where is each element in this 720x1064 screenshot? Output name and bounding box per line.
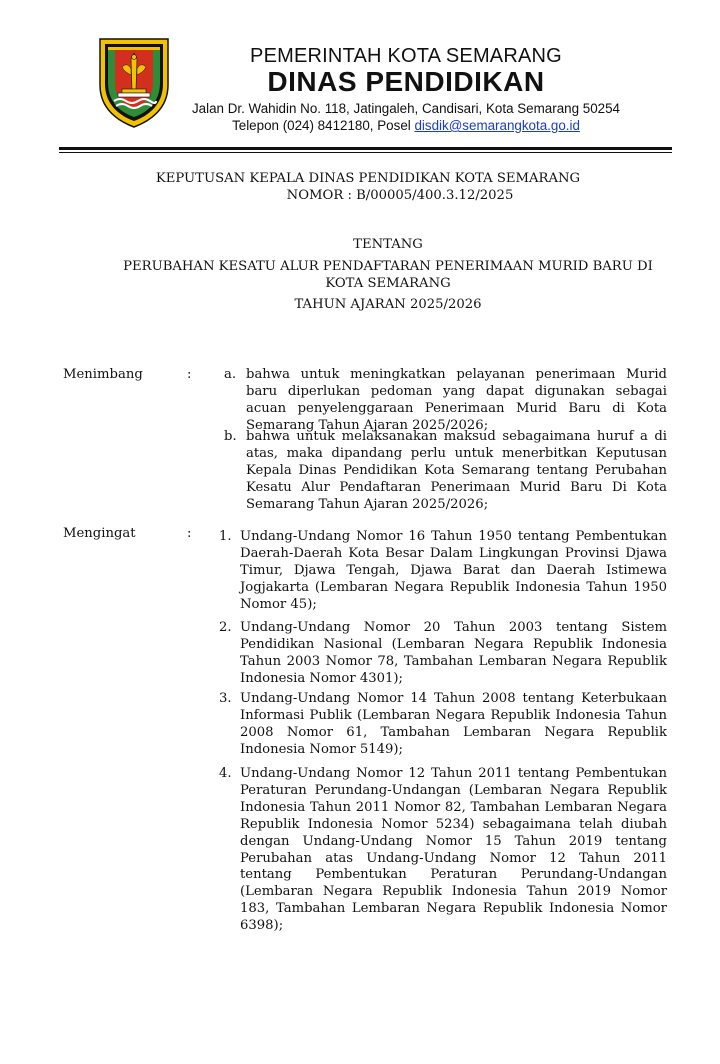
list-item — [219, 766, 667, 935]
list-marker: 1. — [219, 529, 232, 544]
decision-subject-line-2: KOTA SEMARANG — [325, 276, 451, 291]
letterhead-divider-thick — [59, 147, 672, 150]
menimbang-label: Menimbang — [63, 367, 143, 382]
list-marker: 3. — [219, 691, 232, 706]
letterhead-divider-thin — [59, 152, 672, 153]
mengingat-colon: : — [187, 526, 192, 541]
list-item — [224, 429, 667, 514]
office-address: Jalan Dr. Wahidin No. 118, Jatingaleh, Candisari, Kota Semarang 50254 — [191, 101, 620, 116]
decision-number: NOMOR : B/00005/400.3.12/2025 — [286, 188, 514, 203]
list-item — [219, 620, 667, 688]
menimbang-colon: : — [187, 367, 192, 382]
list-item-text: bahwa untuk melaksanakan maksud sebagaimana huruf a di atas, maka dipandang perlu untuk menerbitkan Keputusan Kepala Dinas Pendidikan Kota Semarang tentang Perubahan Kesatu Alur Pendaftaran Penerimaan Murid Baru Di Kota Semarang Tahun Ajaran 2025/2026; — [246, 429, 667, 512]
list-item-text: Undang-Undang Nomor 12 Tahun 2011 tentang Pembentukan Peraturan Perundang-Undangan (Lembaran Negara Republik Indonesia Tahun 2011 Nomor 82, Tambahan Lembaran Negara Republik Indonesia Nomor 5234) sebagaimana telah diubah dengan Undang-Undang Nomor 15 Tahun 2019 tentang Perubahan atas Undang-Undang Nomor 12 Tahun 2011 tentang Pembentukan Peraturan Perundang-Undangan (Lembaran Negara Republik Indonesia Tahun 2019 Nomor 183, Tambahan Lembaran Negara Republik Indonesia Nomor 6398); — [240, 766, 667, 934]
list-item-text: Undang-Undang Nomor 20 Tahun 2003 tentang Sistem Pendidikan Nasional (Lembaran Negara Republik Indonesia Tahun 2003 Nomor 78, Tambahan Lembaran Negara Republik Indonesia Nomor 4301); — [240, 620, 667, 686]
list-item-text: bahwa untuk meningkatkan pelayanan penerimaan Murid baru diperlukan pedoman yang dapat digunakan sebagai acuan penyelenggaraan Penerimaan Murid Baru di Kota Semarang Tahun Ajaran 2025/2026; — [246, 367, 667, 433]
list-marker: 4. — [219, 766, 232, 781]
department-name: DINAS PENDIDIKAN — [267, 66, 545, 97]
decision-about: TENTANG — [353, 237, 423, 252]
list-marker: b. — [224, 429, 237, 444]
list-item — [219, 691, 667, 759]
phone-text: Telepon (024) 8412180, Posel — [232, 118, 415, 133]
mengingat-label: Mengingat — [63, 526, 136, 541]
list-item — [224, 367, 667, 435]
list-item — [219, 529, 667, 614]
decision-subject-line-3: TAHUN AJARAN 2025/2026 — [294, 297, 482, 312]
decision-subject-line-1: PERUBAHAN KESATU ALUR PENDAFTARAN PENERIMAAN MURID BARU DI — [123, 259, 653, 274]
list-item-text: Undang-Undang Nomor 14 Tahun 2008 tentang Keterbukaan Informasi Publik (Lembaran Negara Republik Indonesia Tahun 2008 Nomor 61, Tambahan Lembaran Negara Republik Indonesia Nomor 5149); — [240, 691, 667, 757]
government-name: PEMERINTAH KOTA SEMARANG — [250, 45, 562, 67]
contact-line — [150, 118, 662, 133]
list-marker: a. — [224, 367, 237, 382]
list-marker: 2. — [219, 620, 232, 635]
email-link[interactable]: disdik@semarangkota.go.id — [414, 118, 580, 133]
list-item-text: Undang-Undang Nomor 16 Tahun 1950 tentang Pembentukan Daerah-Daerah Kota Besar Dalam Lingkungan Provinsi Djawa Timur, Djawa Tengah, Djawa Barat dan Daerah Istimewa Jogjakarta (Lembaran Negara Republik Indonesia Tahun 1950 Nomor 45); — [240, 529, 667, 612]
decision-heading: KEPUTUSAN KEPALA DINAS PENDIDIKAN KOTA SEMARANG — [155, 171, 581, 186]
